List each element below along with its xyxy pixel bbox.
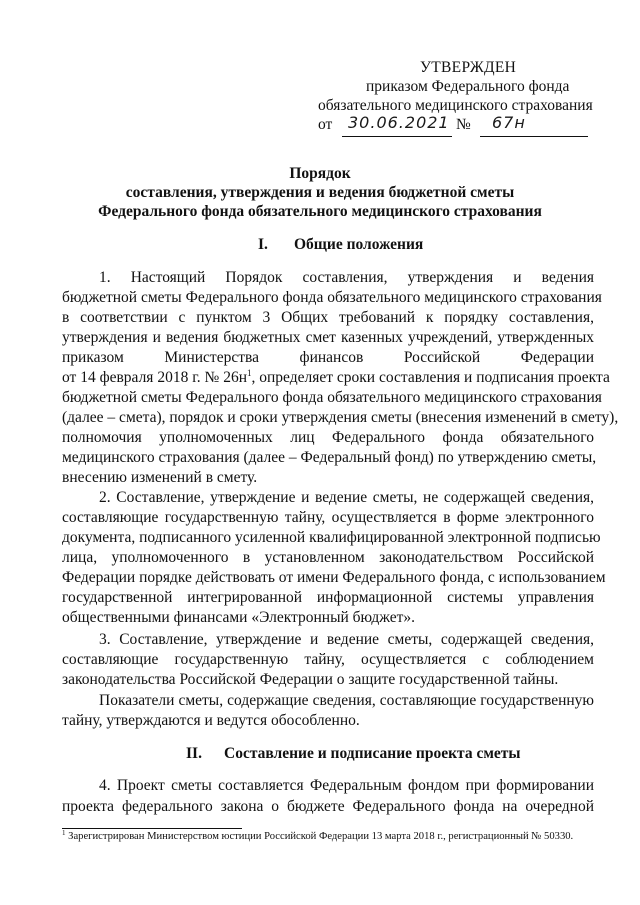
approval-date-number-line (318, 113, 526, 137)
doc-title-line2: составления, утверждения и ведения бюджетной сметы (125, 184, 515, 201)
p3-line: 3. Составление, утверждение и ведение сметы, содержащей сведения, (99, 631, 594, 648)
p1-line: полномочия уполномоченных лиц Федерального фонда обязательного (62, 429, 594, 446)
section-2-title: Составление и подписание проекта сметы (224, 745, 521, 762)
from-label: от (318, 116, 333, 133)
p1-line: бюджетной сметы Федерального фонда обязательного медицинского страхования (62, 389, 602, 406)
date-field (342, 113, 452, 137)
p1-line: в соответствии с пунктом 3 Общих требований к порядку составления, (62, 309, 594, 326)
section-1-title: Общие положения (294, 236, 424, 253)
p1-line: внесению изменений в смету. (62, 469, 258, 486)
p3-line: законодательства Российской Федерации о защите государственной тайны. (62, 671, 559, 688)
p1-line: утверждения и ведения бюджетных смет казенных учреждений, утвержденных (62, 329, 594, 346)
p2-line: составляющие государственную тайну, осуществляется в форме электронного (62, 509, 594, 526)
footnote-text: Зарегистрирован Министерством юстиции Российской Федерации 13 марта 2018 г., регистрационный № 50330. (65, 831, 574, 842)
section-1-number: I. (258, 236, 268, 253)
p3b-line: Показатели сметы, содержащие сведения, составляющие государственную (99, 692, 594, 709)
p3b-line: тайну, утверждаются и ведутся обособленно. (62, 712, 360, 729)
handwritten-number: 67н (492, 113, 526, 132)
section-2-number: II. (186, 745, 202, 762)
footnote-rule (62, 828, 242, 829)
p1-line: приказом Министерства финансов Российской Федерации (62, 349, 594, 366)
p2-line: документа, подписанного усиленной квалифицированной электронной подписью (62, 529, 601, 546)
p1-line: бюджетной сметы Федерального фонда обязательного медицинского страхования (62, 289, 602, 306)
p4-line: 4. Проект сметы составляется Федеральным фондом при формировании (99, 777, 594, 794)
doc-title-line1: Порядок (289, 165, 351, 182)
handwritten-date: 30.06.2021 (348, 113, 450, 132)
p2-line: государственной интегрированной информационной системы управления (62, 589, 594, 606)
p1-line: 1. Настоящий Порядок составления, утверждения и ведения (99, 269, 594, 286)
footnote-marker: 1 (62, 829, 66, 837)
approval-order-line: приказом Федерального фонда (366, 78, 570, 95)
p1-line: медицинского страхования (далее – Федеральный фонд) по утверждению сметы, (62, 449, 597, 466)
p1-order-ref: от 14 февраля 2018 г. № 26н (62, 369, 248, 386)
number-label: № (456, 116, 471, 133)
p2-line: 2. Составление, утверждение и ведение сметы, не содержащей сведения, (99, 489, 594, 506)
p2-line: общественными финансами «Электронный бюджет». (62, 609, 416, 626)
p4-line: проекта федерального закона о бюджете Федерального фонда на очередной (62, 798, 594, 815)
footnote (62, 831, 573, 842)
number-field (480, 113, 588, 137)
p1-line: (далее – смета), порядок и сроки утверждения сметы (внесения изменений в смету), (62, 409, 619, 426)
footnote-ref: 1 (247, 368, 252, 378)
approval-title: УТВЕРЖДЕН (420, 59, 517, 76)
p1-line-with-footnote (62, 368, 610, 388)
p2-line: Федерации порядке действовать от имени Федерального фонда, с использованием (62, 569, 606, 586)
p2-line: лица, уполномоченного в установленном законодательством Российской (62, 549, 594, 566)
doc-title-line3: Федерального фонда обязательного медицинского страхования (98, 203, 542, 220)
section-1-heading (258, 236, 438, 256)
p1-order-rest: , определяет сроки составления и подписания проекта (251, 369, 610, 386)
section-2-heading (186, 745, 526, 765)
p3-line: составляющие государственную тайну, осуществляется с соблюдением (62, 651, 594, 668)
approval-fund-line: обязательного медицинского страхования (318, 97, 593, 114)
